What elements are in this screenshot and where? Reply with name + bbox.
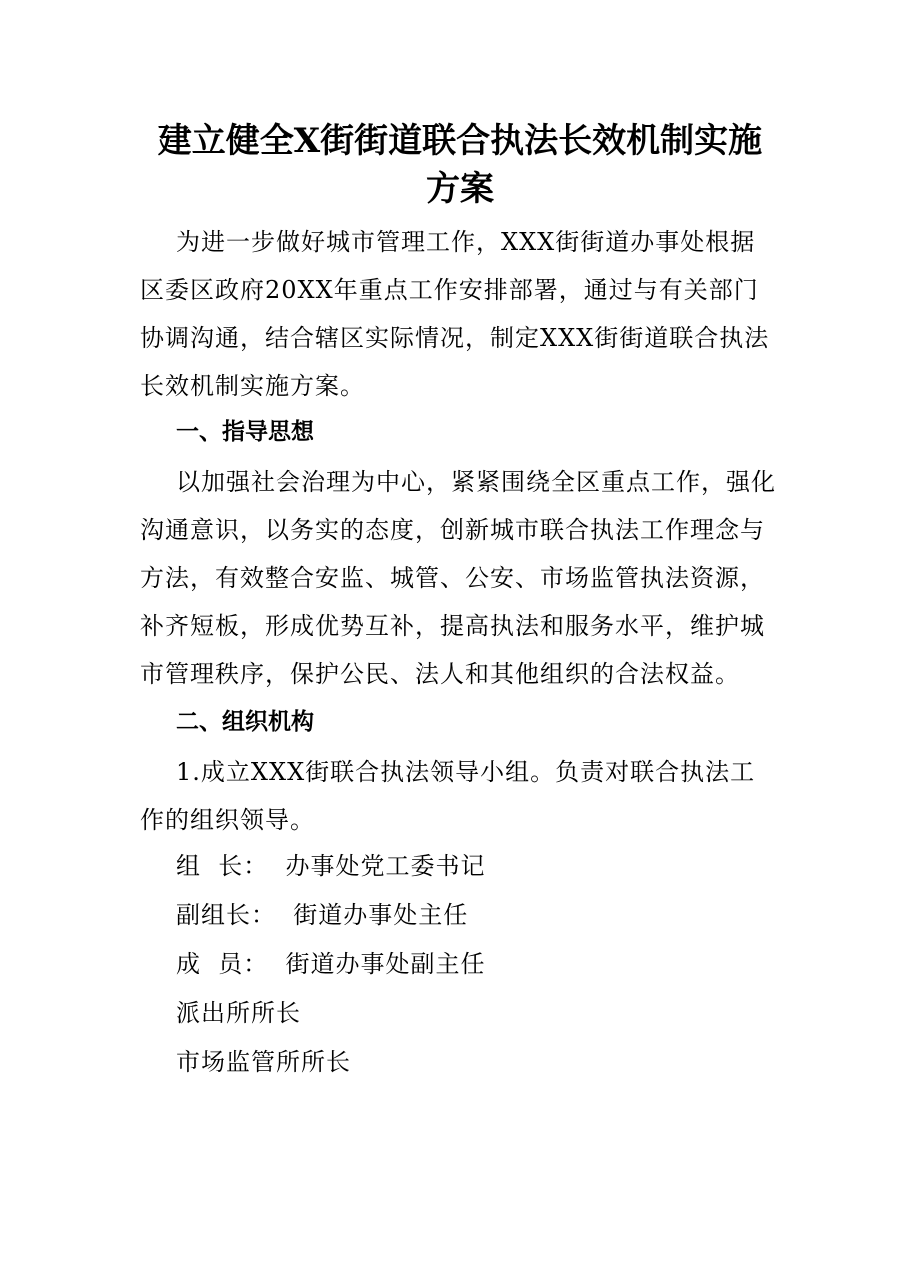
member-line-leader: 组 长： 办事处党工委书记 (176, 852, 486, 880)
section-2-item-1: 1.成立XXX街联合执法领导小组。负责对联合执法工作的组织领导。 (140, 758, 756, 834)
section-2-heading: 二、组织机构 (176, 709, 314, 735)
document-title-line-2: 方案 (426, 169, 494, 209)
member-line-market: 市场监管所所长 (176, 1048, 351, 1076)
member-line-deputy: 副组长： 街道办事处主任 (176, 901, 469, 929)
section-1-heading: 一、指导思想 (176, 419, 314, 445)
document-title-line-1: 建立健全X街街道联合执法长效机制实施 (157, 121, 763, 161)
section-1-paragraph: 以加强社会治理为中心，紧紧围绕全区重点工作，强化沟通意识，以务实的态度，创新城市联合执法工作理念与方法，有效整合安监、城管、公安、市场监管执法资源，补齐短板，形成优势互补，提高执法和服务水平，维护城市管理秩序，保护公民、法人和其他组织的合法权益。 (140, 468, 776, 688)
member-line-police: 派出所所长 (176, 999, 301, 1027)
member-line-members: 成 员： 街道办事处副主任 (176, 950, 486, 978)
intro-paragraph: 为进一步做好城市管理工作，XXX街街道办事处根据区委区政府20XX年重点工作安排部署，通过与有关部门协调沟通，结合辖区实际情况，制定XXX街街道联合执法长效机制实施方案。 (140, 228, 770, 400)
